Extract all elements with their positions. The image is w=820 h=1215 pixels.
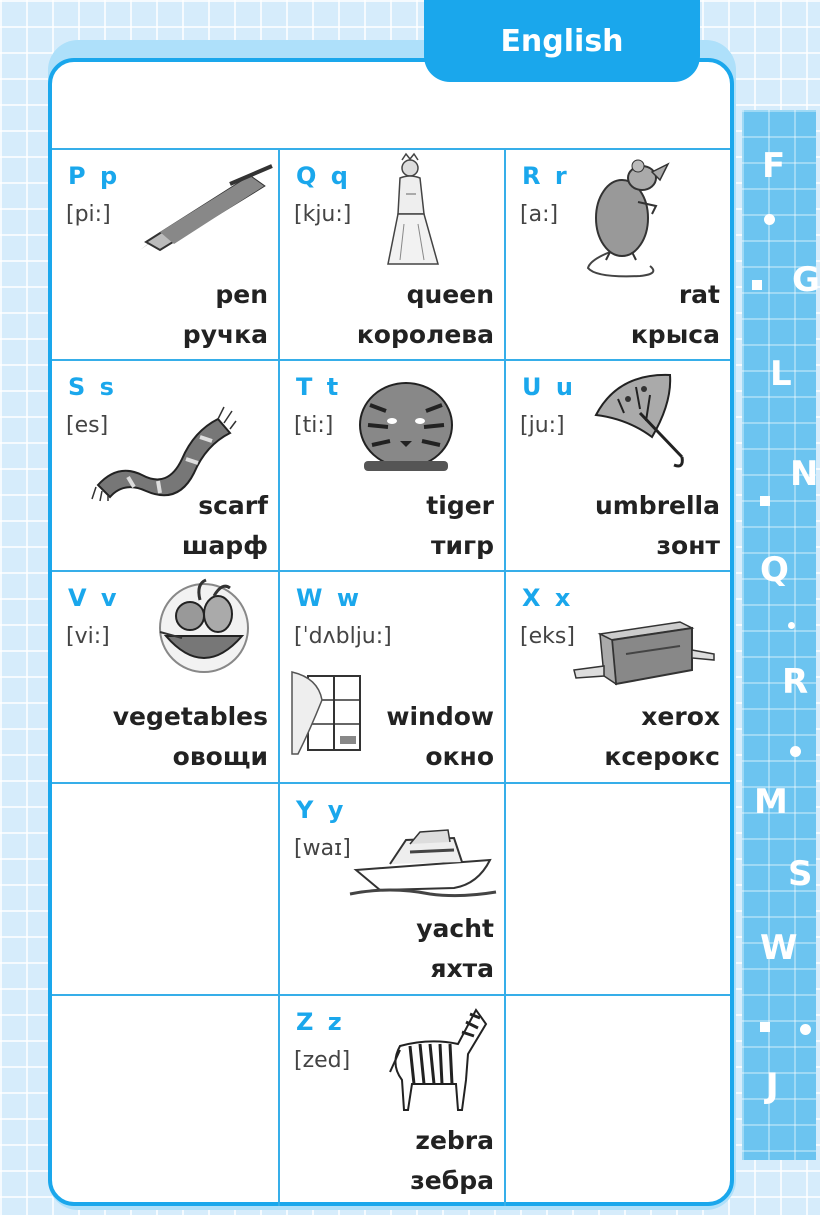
side-letter-n: N xyxy=(790,454,819,494)
letter-cell-t xyxy=(278,359,504,570)
vegetables-icon xyxy=(156,576,252,680)
side-square xyxy=(752,280,762,290)
umbrella-icon xyxy=(588,369,698,469)
xerox-icon xyxy=(570,614,716,692)
letter-label: P p xyxy=(68,162,121,190)
side-dot xyxy=(788,622,795,629)
english-word: xerox xyxy=(641,702,720,731)
language-tab[interactable] xyxy=(424,0,700,82)
letter-label: W w xyxy=(296,584,362,612)
empty-cell xyxy=(52,994,278,1206)
side-square xyxy=(760,496,770,506)
letter-cell-u xyxy=(504,359,730,570)
phonetic-label: [eks] xyxy=(520,624,575,649)
english-word: umbrella xyxy=(594,491,720,520)
letter-label: V v xyxy=(68,584,120,612)
phonetic-label: [waɪ] xyxy=(294,836,351,861)
russian-translation: шарф xyxy=(181,531,268,560)
letter-label: U u xyxy=(522,373,576,401)
zebra-icon xyxy=(380,1000,490,1116)
russian-translation: ксерокс xyxy=(604,742,720,771)
side-decor-strip xyxy=(742,110,820,1160)
english-word: vegetables xyxy=(112,702,268,731)
phonetic-label: [pi:] xyxy=(66,202,111,227)
english-word: yacht xyxy=(416,914,494,943)
russian-translation: зонт xyxy=(656,531,720,560)
letter-cell-x xyxy=(504,570,730,782)
russian-translation: окно xyxy=(425,742,494,771)
english-word: zebra xyxy=(415,1126,494,1155)
phonetic-label: [a:] xyxy=(520,202,559,227)
empty-cell xyxy=(504,782,730,994)
side-letter-w: W xyxy=(760,928,798,968)
letter-cell-w xyxy=(278,570,504,782)
russian-translation: яхта xyxy=(430,954,494,983)
letter-label: T t xyxy=(296,373,342,401)
side-letter-g: G xyxy=(792,260,820,300)
english-word: pen xyxy=(215,280,268,309)
yacht-icon xyxy=(350,820,496,898)
side-letter-j: J xyxy=(766,1066,779,1106)
language-tab-label: English xyxy=(500,23,624,59)
letter-label: S s xyxy=(68,373,117,401)
letter-cell-v xyxy=(52,570,278,782)
english-word: queen xyxy=(406,280,494,309)
window-icon xyxy=(288,670,368,756)
pen-icon xyxy=(130,162,276,252)
side-letter-f: F xyxy=(762,146,786,186)
russian-translation: королева xyxy=(356,320,494,349)
english-word: tiger xyxy=(426,491,494,520)
side-square xyxy=(760,1022,770,1032)
letter-cell-q xyxy=(278,148,504,359)
rat-icon xyxy=(580,156,676,280)
letter-label: Q q xyxy=(296,162,351,190)
letter-label: R r xyxy=(522,162,570,190)
side-dot xyxy=(764,214,775,225)
letter-label: Z z xyxy=(296,1008,345,1036)
alphabet-grid xyxy=(52,148,730,1206)
phonetic-label: [es] xyxy=(66,413,109,438)
letter-cell-r xyxy=(504,148,730,359)
empty-cell xyxy=(52,782,278,994)
tiger-icon xyxy=(356,365,456,475)
letter-label: X x xyxy=(522,584,574,612)
empty-cell xyxy=(504,994,730,1206)
scarf-icon xyxy=(88,389,238,501)
letter-cell-y xyxy=(278,782,504,994)
russian-translation: ручка xyxy=(182,320,268,349)
phonetic-label: [ti:] xyxy=(294,413,334,438)
queen-icon xyxy=(384,154,444,266)
side-letter-m: M xyxy=(754,782,788,822)
side-letter-l: L xyxy=(770,354,792,394)
side-dot xyxy=(800,1024,811,1035)
side-letter-q: Q xyxy=(760,550,789,590)
letter-cell-s xyxy=(52,359,278,570)
russian-translation: крыса xyxy=(630,320,720,349)
russian-translation: тигр xyxy=(431,531,494,560)
side-letter-r: R xyxy=(782,662,809,702)
english-word: scarf xyxy=(198,491,268,520)
english-word: window xyxy=(386,702,494,731)
phonetic-label: [vi:] xyxy=(66,624,110,649)
phonetic-label: [ˈdʌblju:] xyxy=(294,624,392,649)
side-letter-s: S xyxy=(788,854,813,894)
russian-translation: овощи xyxy=(172,742,268,771)
side-dot xyxy=(790,746,801,757)
phonetic-label: [ju:] xyxy=(520,413,565,438)
letter-cell-z xyxy=(278,994,504,1206)
letter-label: Y y xyxy=(296,796,347,824)
letter-cell-p xyxy=(52,148,278,359)
alphabet-card xyxy=(48,58,734,1206)
english-word: rat xyxy=(678,280,720,309)
phonetic-label: [kju:] xyxy=(294,202,352,227)
phonetic-label: [zed] xyxy=(294,1048,351,1073)
russian-translation: зебра xyxy=(410,1166,494,1195)
